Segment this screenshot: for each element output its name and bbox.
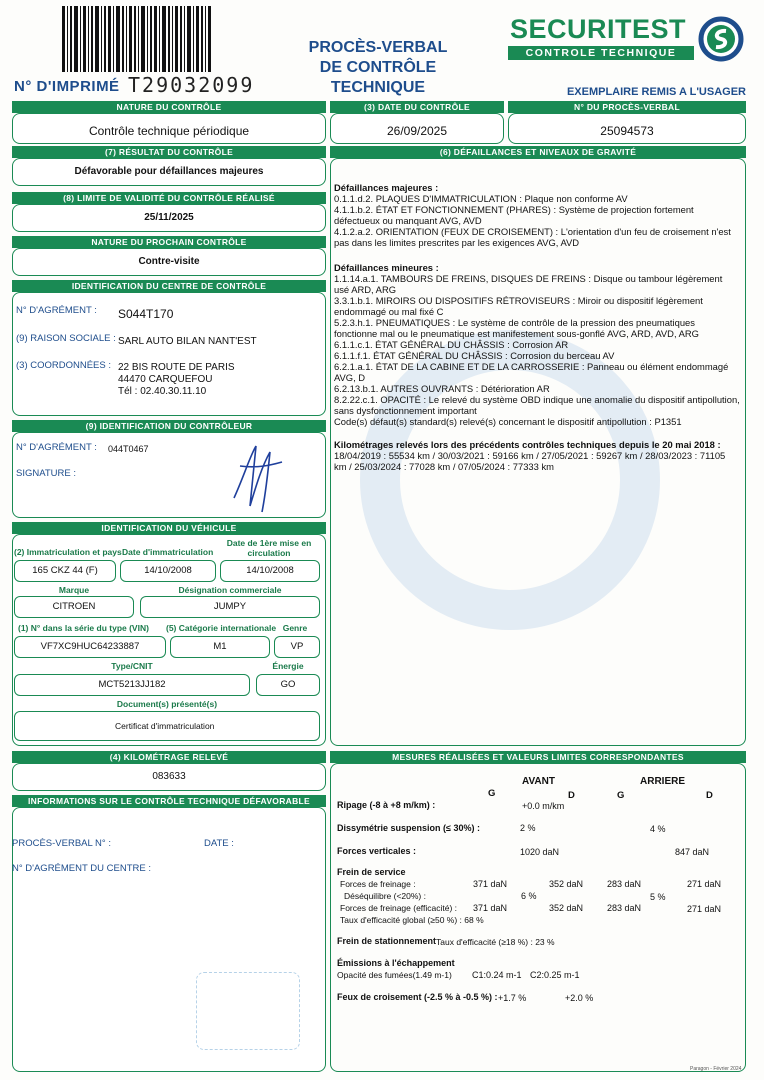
mineures-title: Défaillances mineures :	[334, 262, 439, 273]
avant-g-label: G	[488, 788, 496, 799]
forces-verticales-label: Forces verticales :	[337, 846, 417, 856]
centre-agrement-label: N° D'AGRÉMENT :	[16, 305, 97, 316]
vin-field: VF7XC9HUC64233887	[14, 636, 166, 658]
resultat-value: Défavorable pour défaillances majeures	[74, 166, 264, 177]
type-cnit-label: Type/CNIT	[111, 661, 153, 671]
stationnement-label: Frein de stationnement	[337, 936, 437, 946]
marque-field: CITROEN	[14, 596, 134, 618]
type-cnit-field: MCT5213JJ182	[14, 674, 250, 696]
forces-verticales-arriere: 847 daN	[675, 847, 710, 857]
ripage-value: +0.0 m/km	[522, 801, 565, 811]
title-line-1: PROCÈS-VERBAL	[308, 39, 448, 56]
prochain-value: Contre-visite	[138, 256, 200, 267]
dissymetrie-label: Dissymétrie suspension (≤ 30%) :	[337, 823, 480, 833]
premiere-mise-label: Date de 1ère mise en circulation	[226, 538, 312, 558]
mineure-item: 5.2.3.h.1. PNEUMATIQUES : Le système de contrôle de la pression des pneumatiques fonctionne mal ou le pneumatique est manifestement sous-gonflé AVG, ARD, AVD, ARG	[334, 317, 699, 339]
date-header: (3) DATE DU CONTRÔLE	[330, 101, 504, 113]
info-date-label: DATE :	[204, 838, 234, 849]
coord-line-1: 22 BIS ROUTE DE PARIS	[118, 362, 235, 373]
defaillances-content	[334, 182, 740, 472]
premiere-mise-field: 14/10/2008	[220, 560, 320, 582]
genre-field: VP	[274, 636, 320, 658]
centre-agrement-value: S044T170	[118, 307, 174, 321]
majeure-item: 4.1.2.a.2. ORIENTATION (FEUX DE CROISEMENT) : L'orientation d'un feu de croisement n'est pas dans les limites prescrites par les exigences AVG, AVD	[334, 226, 731, 248]
stationnement-value: Taux d'efficacité (≥18 %) : 23 %	[436, 937, 555, 947]
opacite-c2: C2:0.25 m-1	[530, 970, 580, 980]
date-value: 26/09/2025	[386, 124, 448, 138]
signature-label: SIGNATURE :	[16, 468, 76, 479]
resultat-header: (7) RÉSULTAT DU CONTRÔLE	[12, 146, 326, 158]
ffe-avd: 352 daN	[549, 903, 584, 913]
mineure-item: 1.1.14.a.1. TAMBOURS DE FREINS, DISQUES DE FREINS : Disque ou tambour légèrement usé ARD, ARG	[334, 273, 723, 295]
arriere-label: ARRIERE	[640, 776, 686, 787]
desequilibre-avant: 6 %	[521, 891, 537, 901]
categorie-label: (5) Catégorie internationale	[166, 623, 277, 633]
energie-label: Énergie	[272, 661, 304, 671]
ff-arg: 283 daN	[607, 879, 642, 889]
coord-line-2: 44470 CARQUEFOU	[118, 374, 213, 385]
pv-header: N° DU PROCÈS-VERBAL	[508, 101, 746, 113]
title-line-2: DE CONTRÔLE TECHNIQUE	[319, 59, 437, 96]
mesures-header: MESURES RÉALISÉES ET VALEURS LIMITES CORRESPONDANTES	[330, 751, 746, 763]
avant-label: AVANT	[522, 776, 555, 787]
ripage-label: Ripage (-8 à +8 m/km) :	[337, 800, 436, 810]
raison-sociale-value: SARL AUTO BILAN NANT'EST	[118, 336, 257, 347]
mineure-item: Code(s) défaut(s) standard(s) relevé(s) concernant le dispositif antipollution : P1351	[334, 416, 682, 427]
forces-verticales-avant: 1020 daN	[520, 847, 560, 857]
logo-text: SECURITEST	[510, 14, 687, 44]
logo-subtitle: CONTROLE TECHNIQUE	[508, 46, 694, 60]
forces-freinage-label: Forces de freinage :	[340, 879, 416, 889]
mineure-item: 8.2.22.c.1. OPACITÉ : Le relevé du système OBD indique une anomalie du dispositif antipollution, sans dysfonctionnement important	[334, 394, 740, 416]
date-immat-field: 14/10/2008	[120, 560, 216, 582]
coord-line-3: Tél : 02.40.30.11.10	[118, 386, 207, 397]
opacite-c1: C1:0.24 m-1	[472, 970, 522, 980]
controleur-agrement-label: N° D'AGRÉMENT :	[16, 442, 97, 453]
designation-label: Désignation commerciale	[178, 585, 282, 595]
majeure-item: 0.1.1.d.2. PLAQUES D'IMMATRICULATION : Plaque non conforme AV	[334, 193, 628, 204]
ffe-avg: 371 daN	[473, 903, 508, 913]
info-agrement-label: N° D'AGRÉMENT DU CENTRE :	[12, 863, 151, 874]
imprime-label: N° D'IMPRIMÉ	[14, 78, 120, 95]
exemplaire-label: EXEMPLAIRE REMIS A L'USAGER	[566, 86, 746, 98]
ff-avg: 371 daN	[473, 879, 508, 889]
km-history-title: Kilométrages relevés lors des précédents contrôles techniques depuis le 20 mai 2018 :	[334, 439, 721, 450]
page-title	[278, 38, 478, 98]
footer-note: Paragon - Février 2024	[690, 1066, 742, 1072]
limite-header: (8) LIMITE DE VALIDITÉ DU CONTRÔLE RÉALISÉ	[12, 192, 326, 204]
ffe-ard: 271 daN	[687, 904, 722, 914]
km-history-text: 18/04/2019 : 55534 km / 30/03/2021 : 59166 km / 27/05/2021 : 59267 km / 28/03/2023 : 71105 km / 25/03/2024 : 77028 km / 07/05/2024 : 77333 km	[334, 450, 726, 472]
raison-sociale-label: (9) RAISON SOCIALE :	[16, 333, 116, 344]
majeure-item: 4.1.1.b.2. ÉTAT ET FONCTIONNEMENT (PHARES) : Système de projection fortement défectueux ou manquant AVG, AVD	[334, 204, 694, 226]
documents-field: Certificat d'immatriculation	[14, 711, 320, 741]
informations-header: INFORMATIONS SUR LE CONTRÔLE TECHNIQUE DÉFAVORABLE	[12, 795, 326, 807]
pv-value: 25094573	[600, 124, 654, 138]
vehicule-header: IDENTIFICATION DU VÉHICULE	[12, 522, 326, 534]
dissymetrie-avant: 2 %	[520, 823, 536, 833]
centre-header: IDENTIFICATION DU CENTRE DE CONTRÔLE	[12, 280, 326, 292]
vin-label: (1) N° dans la série du type (VIN)	[18, 623, 149, 633]
nature-value: Contrôle technique périodique	[88, 124, 250, 138]
taux-global: Taux d'efficacité global (≥50 %) : 68 %	[340, 915, 484, 925]
ffe-arg: 283 daN	[607, 903, 642, 913]
croisement-d: +2.0 %	[565, 993, 594, 1003]
securitest-logo-icon	[698, 16, 744, 62]
marque-label: Marque	[58, 585, 90, 595]
mineure-item: 6.2.1.a.1. ÉTAT DE LA CABINE ET DE LA CARROSSERIE : Panneau ou élément endommagé AVG, D	[334, 361, 729, 383]
ffe-label: Forces de freinage (efficacité) :	[340, 903, 458, 913]
stamp-area	[196, 972, 300, 1050]
defaillances-header: (6) DÉFAILLANCES ET NIVEAUX DE GRAVITÉ	[330, 146, 746, 158]
mineure-item: 6.2.13.b.1. AUTRES OUVRANTS : Détérioration AR	[334, 383, 550, 394]
imprime-number: T29032099	[128, 73, 255, 97]
arriere-g-label: G	[617, 790, 625, 801]
kilometrage-value: 083633	[152, 771, 186, 782]
documents-label: Document(s) présenté(s)	[116, 699, 218, 709]
emissions-label: Émissions à l'échappement	[337, 958, 455, 968]
genre-label: Genre	[282, 623, 308, 633]
prochain-header: NATURE DU PROCHAIN CONTRÔLE	[12, 236, 326, 248]
nature-header: NATURE DU CONTRÔLE	[12, 101, 326, 113]
controleur-agrement-value: 044T0467	[108, 444, 149, 454]
majeures-title: Défaillances majeures :	[334, 182, 439, 193]
croisement-g: +1.7 %	[498, 993, 527, 1003]
ff-ard: 271 daN	[687, 879, 722, 889]
dissymetrie-arriere: 4 %	[650, 824, 666, 834]
ff-avd: 352 daN	[549, 879, 584, 889]
barcode	[62, 6, 212, 72]
designation-field: JUMPY	[140, 596, 320, 618]
immat-field: 165 CKZ 44 (F)	[14, 560, 116, 582]
limite-value: 25/11/2025	[144, 212, 194, 223]
desequilibre-arriere: 5 %	[650, 892, 666, 902]
coordonnees-value	[118, 362, 235, 398]
immat-label: (2) Immatriculation et pays	[14, 547, 122, 557]
mineure-item: 6.1.1.c.1. ÉTAT GÉNÉRAL DU CHÂSSIS : Corrosion AR	[334, 339, 569, 350]
mineure-item: 6.1.1.f.1. ÉTAT GÉNÉRAL DU CHÂSSIS : Corrosion du berceau AV	[334, 350, 615, 361]
opacite-label: Opacité des fumées(1.49 m-1)	[337, 970, 452, 980]
categorie-field: M1	[170, 636, 270, 658]
controleur-header: (9) IDENTIFICATION DU CONTRÔLEUR	[12, 420, 326, 432]
signature	[226, 436, 286, 516]
avant-d-label: D	[568, 790, 575, 801]
arriere-d-label: D	[706, 790, 713, 801]
frein-service-label: Frein de service	[337, 867, 406, 877]
desequilibre-label: Déséquilibre (<20%) :	[344, 891, 426, 901]
kilometrage-header: (4) KILOMÉTRAGE RELEVÉ	[12, 751, 326, 763]
coordonnees-label: (3) COORDONNÉES :	[16, 360, 112, 371]
croisement-label: Feux de croisement (-2.5 % à -0.5 %) :	[337, 992, 498, 1002]
date-immat-label: Date d'immatriculation	[122, 547, 214, 557]
energie-field: GO	[256, 674, 320, 696]
info-pv-label: PROCÈS-VERBAL N° :	[12, 838, 111, 849]
mineure-item: 3.3.1.b.1. MIROIRS OU DISPOSITIFS RÉTROVISEURS : Miroir ou dispositif légèrement endommagé ou mal fixé C	[334, 295, 703, 317]
